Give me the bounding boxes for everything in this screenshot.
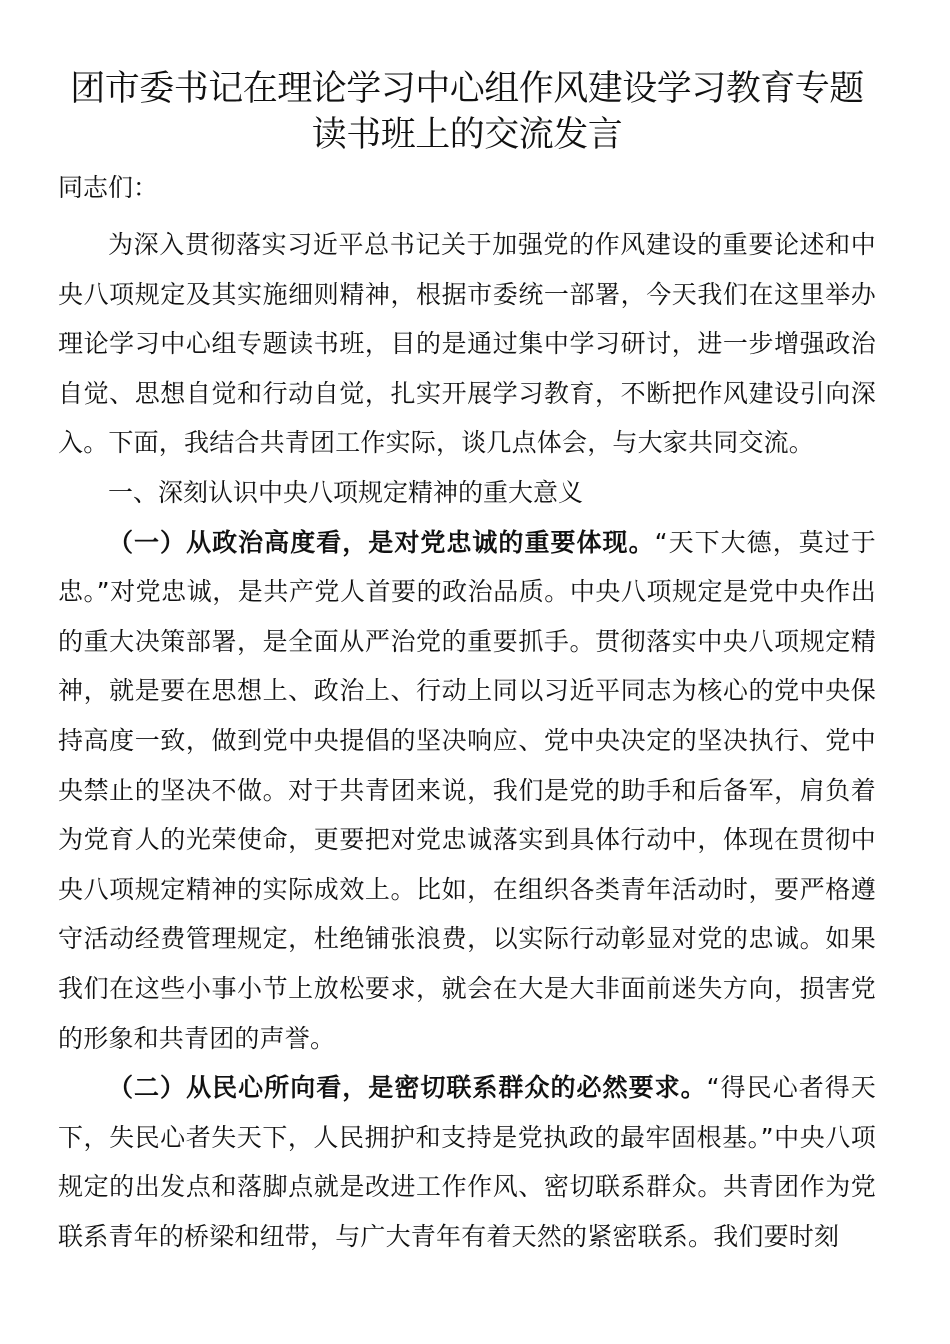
point-1-body: “天下大德，莫过于忠。”对党忠诚，是共产党人首要的政治品质。中央八项规定是党中央作出的重大决策部署，是全面从严治党的重要抓手。贯彻落实中央八项规定精神，就是要在思想上、政治上、行动上同以习近平同志为核心的党中央保持高度一致，做到党中央提倡的坚决响应、党中央决定的坚决执行、党中央禁止的坚决不做。对于共青团来说，我们是党的助手和后备军，肩负着为党育人的光荣使命，更要把对党忠诚落实到具体行动中，体现在贯彻中央八项规定精神的实际成效上。比如，在组织各类青年活动时，要严格遵守活动经费管理规定，杜绝铺张浪费，以实际行动彰显对党的忠诚。如果我们在这些小事小节上放松要求，就会在大是大非面前迷失方向，损害党的形象和共青团的声誉。 [58,527,876,1053]
point-1-paragraph [58,518,876,1064]
point-2-body: “得民心者得天下，失民心者失天下，人民拥护和支持是党执政的最牢固根基。”中央八项规定的出发点和落脚点就是改进工作作风、密切联系群众。共青团作为党联系青年的桥梁和纽带，与广大青年有着天然的紧密联系。我们要时刻 [58,1073,876,1251]
document-title: 团市委书记在理论学习中心组作风建设学习教育专题读书班上的交流发言 [70,69,864,155]
section-heading-1: 一、深刻认识中央八项规定精神的重大意义 [108,477,584,507]
salutation: 同志们： [58,173,159,202]
point-2-paragraph [58,1063,876,1261]
intro-paragraph: 为深入贯彻落实习近平总书记关于加强党的作风建设的重要论述和中央八项规定及其实施细则精神，根据市委统一部署，今天我们在这里举办理论学习中心组专题读书班，目的是通过集中学习研讨，进一步增强政治自觉、思想自觉和行动自觉，扎实开展学习教育，不断把作风建设引向深入。下面，我结合共青团工作实际，谈几点体会，与大家共同交流。 [58,230,876,458]
point-1-lead: （一）从政治高度看，是对党忠诚的重要体现。 [108,527,655,557]
point-2-lead: （二）从民心所向看，是密切联系群众的必然要求。 [108,1073,707,1103]
